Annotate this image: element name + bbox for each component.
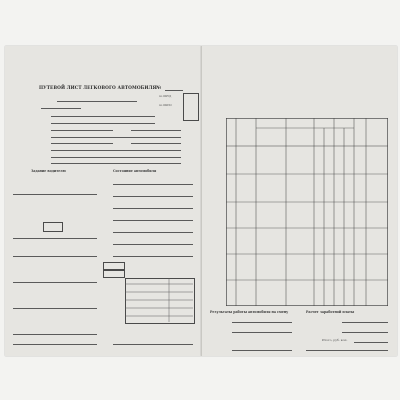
number-field[interactable] <box>165 90 183 91</box>
condition-field-3[interactable] <box>113 208 193 209</box>
document-title: ПУТЕВОЙ ЛИСТ ЛЕГКОВОГО АВТОМОБИЛЯ <box>39 86 157 91</box>
condition-field-5[interactable] <box>113 232 193 233</box>
arrival-box[interactable] <box>43 222 63 232</box>
section-car-condition: Состояние автомобиля <box>113 169 157 173</box>
task-field-5[interactable] <box>13 308 97 309</box>
salary-field-1[interactable] <box>342 322 388 323</box>
date-field[interactable] <box>57 101 137 102</box>
results-field-1[interactable] <box>232 322 292 323</box>
license-field[interactable] <box>51 143 113 144</box>
waybill-front-page <box>5 46 201 356</box>
class-field[interactable] <box>131 143 181 144</box>
trips-table <box>226 118 388 306</box>
signature-field-right[interactable] <box>113 344 193 345</box>
garage-number-field[interactable] <box>131 130 181 131</box>
number-sign: № <box>156 85 162 91</box>
okud-label: по ОКУД <box>159 95 172 98</box>
organization-field[interactable] <box>51 116 155 117</box>
condition-field-1[interactable] <box>113 184 193 185</box>
car-brand-field[interactable] <box>51 123 155 124</box>
time-box-1[interactable] <box>103 262 125 270</box>
codes-box <box>183 93 199 121</box>
task-field-3[interactable] <box>13 256 97 257</box>
section-driver-task: Задание водителю <box>31 169 66 173</box>
reg-plate-field[interactable] <box>51 130 113 131</box>
condition-field-2[interactable] <box>113 196 193 197</box>
okpo-label: по ОКПО <box>159 104 172 107</box>
condition-field-7[interactable] <box>113 256 193 257</box>
task-field-1[interactable] <box>13 194 97 195</box>
escort-1-field[interactable] <box>51 150 181 151</box>
total-label: Итого, руб. коп. <box>322 338 348 342</box>
waybill-back-page <box>201 46 397 356</box>
task-field-4[interactable] <box>13 282 97 283</box>
validity-field[interactable] <box>41 108 81 109</box>
operation-type-field[interactable] <box>51 163 181 164</box>
time-box-2[interactable] <box>103 270 125 278</box>
signature-field-left[interactable] <box>13 344 97 345</box>
salary-label: Расчет заработной платы <box>306 310 355 314</box>
results-field-2[interactable] <box>232 332 292 333</box>
escort-2-field[interactable] <box>51 157 181 158</box>
results-label: Результаты работы автомобиля на смену <box>210 310 289 314</box>
total-field[interactable] <box>354 342 388 343</box>
calc-signature-field[interactable] <box>306 350 388 351</box>
salary-field-2[interactable] <box>342 332 388 333</box>
condition-field-6[interactable] <box>113 244 193 245</box>
task-field-2[interactable] <box>13 238 97 239</box>
task-field-6[interactable] <box>13 334 97 335</box>
condition-field-4[interactable] <box>113 220 193 221</box>
driver-field[interactable] <box>51 137 181 138</box>
calc-field[interactable] <box>232 350 292 351</box>
fuel-table-grid <box>125 278 193 322</box>
